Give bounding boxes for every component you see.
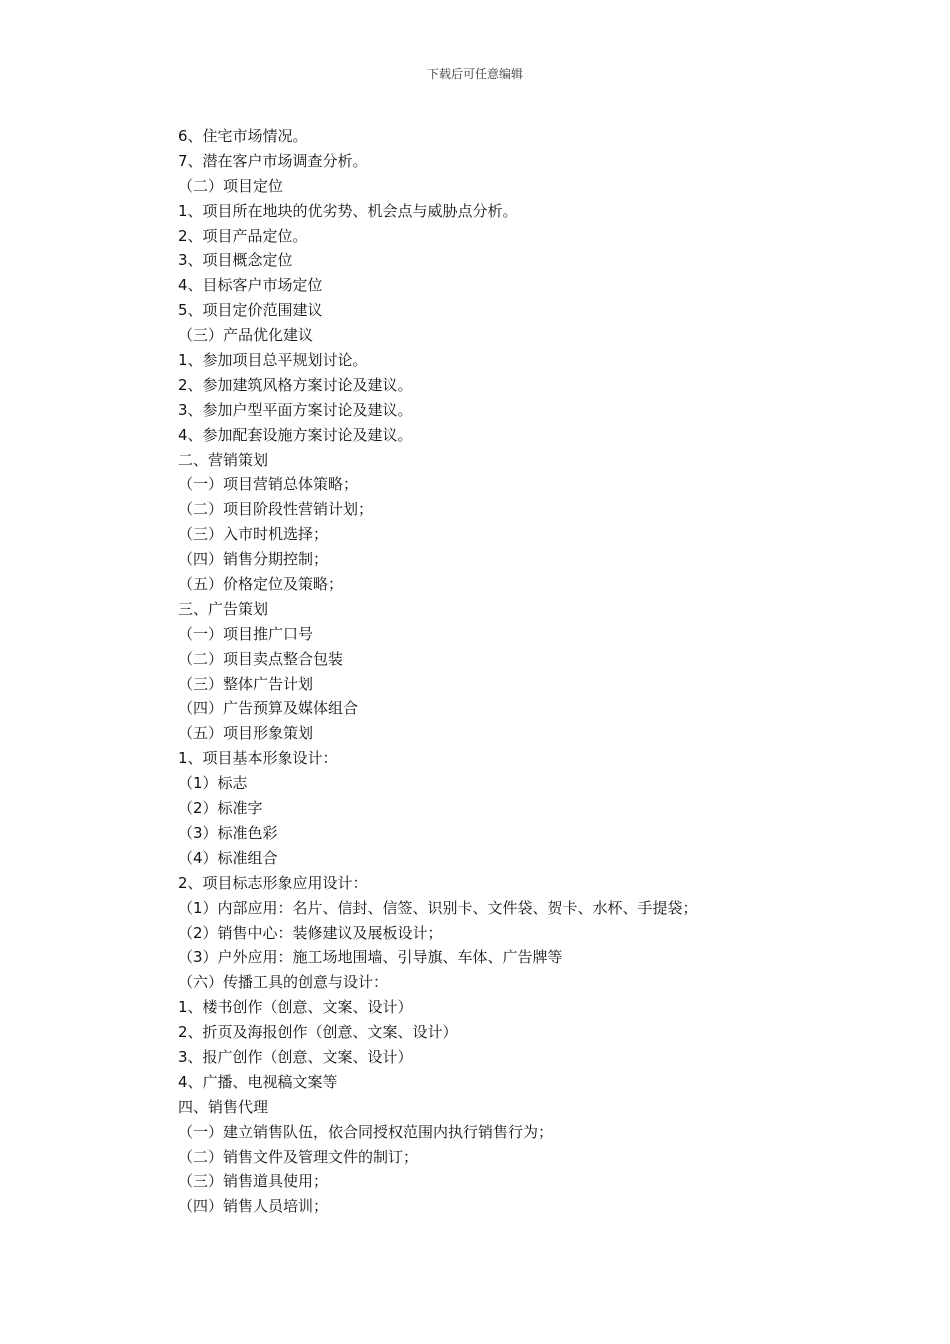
document-line: 3、报广创作（创意、文案、设计） xyxy=(178,1047,413,1066)
document-line: 三、广告策划 xyxy=(178,599,269,618)
document-line: （三）销售道具使用； xyxy=(178,1172,329,1191)
document-line: （3）户外应用：施工场地围墙、引导旗、车体、广告牌等 xyxy=(178,948,563,967)
document-line: （4）标准组合 xyxy=(178,848,278,867)
document-line: （三）产品优化建议 xyxy=(178,326,314,345)
document-line: （四）销售分期控制； xyxy=(178,550,329,569)
document-line: 1、参加项目总平规划讨论。 xyxy=(178,351,368,370)
document-line: 1、楼书创作（创意、文案、设计） xyxy=(178,998,413,1017)
document-line: （三）整体广告计划 xyxy=(178,674,314,693)
header-note: 下载后可任意编辑 xyxy=(426,67,523,81)
document-line: 四、销售代理 xyxy=(178,1097,269,1116)
document-line: 2、项目标志形象应用设计： xyxy=(178,873,368,892)
document-line: 4、广播、电视稿文案等 xyxy=(178,1072,338,1091)
document-line: 3、项目概念定位 xyxy=(178,251,293,270)
document-line: 1、项目基本形象设计： xyxy=(178,749,338,768)
document-line: （1）内部应用：名片、信封、信签、识别卡、文件袋、贺卡、水杯、手提袋； xyxy=(178,898,698,917)
document-line: 4、目标客户市场定位 xyxy=(178,276,323,295)
document-line: 2、项目产品定位。 xyxy=(178,226,308,245)
document-line: （3）标准色彩 xyxy=(178,823,278,842)
document-line: （二）项目卖点整合包装 xyxy=(178,649,344,668)
document-line: 3、参加户型平面方案讨论及建议。 xyxy=(178,400,413,419)
document-line: （四）销售人员培训； xyxy=(178,1197,329,1216)
document-line: （一）项目推广口号 xyxy=(178,624,314,643)
document-line: （二）项目阶段性营销计划； xyxy=(178,500,374,519)
document-line: （一）建立销售队伍，依合同授权范围内执行销售行为； xyxy=(178,1122,554,1141)
document-line: （五）价格定位及策略； xyxy=(178,575,344,594)
document-line: （一）项目营销总体策略； xyxy=(178,475,359,494)
document-line: （二）销售文件及管理文件的制订； xyxy=(178,1147,419,1166)
document-line: （2）标准字 xyxy=(178,799,263,818)
document-line: （四）广告预算及媒体组合 xyxy=(178,699,359,718)
document-line: 1、项目所在地块的优劣势、机会点与威胁点分析。 xyxy=(178,201,518,220)
document-line: 2、参加建筑风格方案讨论及建议。 xyxy=(178,375,413,394)
document-line: （二）项目定位 xyxy=(178,176,284,195)
document-line: （六）传播工具的创意与设计： xyxy=(178,973,389,992)
document-line: 二、营销策划 xyxy=(178,450,269,469)
document-line: 4、参加配套设施方案讨论及建议。 xyxy=(178,425,413,444)
document-line: （三）入市时机选择； xyxy=(178,525,329,544)
document-body xyxy=(178,124,798,1219)
document-line: （五）项目形象策划 xyxy=(178,724,314,743)
document-line: 6、住宅市场情况。 xyxy=(178,127,308,145)
document-line: 5、项目定价范围建议 xyxy=(178,301,323,320)
document-line: （2）销售中心：装修建议及展板设计； xyxy=(178,923,443,942)
document-line: 7、潜在客户市场调查分析。 xyxy=(178,151,368,170)
document-line: （1）标志 xyxy=(178,774,248,793)
document-line: 2、折页及海报创作（创意、文案、设计） xyxy=(178,1023,458,1042)
